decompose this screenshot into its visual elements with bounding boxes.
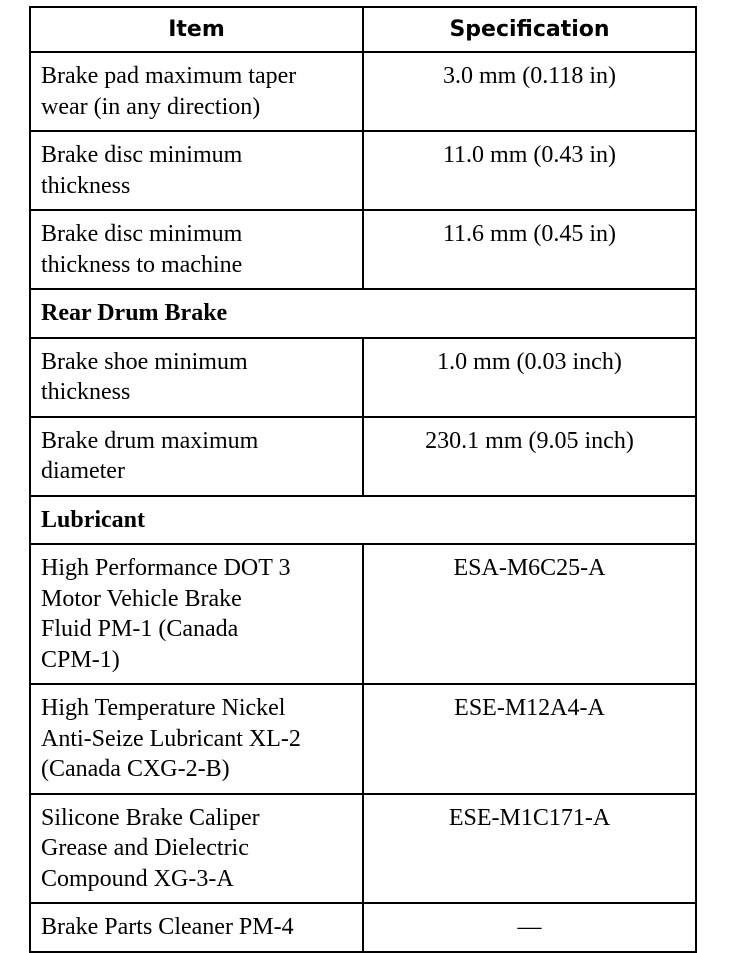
specification-cell: 3.0 mm (0.118 in) — [363, 52, 696, 131]
section-row-lubricant — [30, 496, 696, 545]
table-row — [30, 903, 696, 952]
item-cell — [30, 210, 363, 289]
section-heading: Rear Drum Brake — [30, 289, 696, 338]
table-row — [30, 52, 696, 131]
header-row — [30, 7, 696, 52]
specification-cell: 230.1 mm (9.05 inch) — [363, 417, 696, 496]
section-heading: Lubricant — [30, 496, 696, 545]
item-text: Brake disc minimum thickness to machine — [41, 221, 243, 278]
item-text: Brake pad maximum taper wear (in any direction) — [41, 63, 297, 120]
section-row-rear-drum-brake — [30, 289, 696, 338]
specification-cell: ESE-M1C171-A — [363, 794, 696, 904]
item-cell — [30, 544, 363, 684]
table-row — [30, 794, 696, 904]
item-cell — [30, 131, 363, 210]
item-text: High Temperature Nickel Anti-Seize Lubricant XL-2 (Canada CXG-2-B) — [41, 695, 301, 782]
item-text: Brake shoe minimum thickness — [41, 348, 248, 405]
item-text: Brake Parts Cleaner PM-4 — [41, 914, 294, 940]
table-row — [30, 338, 696, 417]
table-row — [30, 417, 696, 496]
specification-cell: — — [363, 903, 696, 952]
table-row — [30, 131, 696, 210]
column-header-item: Item — [30, 7, 363, 52]
specification-cell: 11.0 mm (0.43 in) — [363, 131, 696, 210]
specification-cell: 1.0 mm (0.03 inch) — [363, 338, 696, 417]
item-cell — [30, 417, 363, 496]
specification-table — [29, 6, 697, 953]
table-row — [30, 544, 696, 684]
item-text: Silicone Brake Caliper Grease and Dielectric Compound XG-3-A — [41, 804, 260, 892]
item-text: Brake disc minimum thickness — [41, 142, 243, 199]
item-cell — [30, 794, 363, 904]
item-cell — [30, 338, 363, 417]
specification-cell: ESA-M6C25-A — [363, 544, 696, 684]
item-cell — [30, 52, 363, 131]
item-cell — [30, 684, 363, 794]
column-header-specification: Specification — [363, 7, 696, 52]
specification-cell: 11.6 mm (0.45 in) — [363, 210, 696, 289]
item-cell — [30, 903, 363, 952]
table-row — [30, 684, 696, 794]
table-row — [30, 210, 696, 289]
item-text: High Performance DOT 3 Motor Vehicle Brake Fluid PM-1 (Canada CPM-1) — [41, 555, 291, 673]
specification-cell: ESE-M12A4-A — [363, 684, 696, 794]
item-text: Brake drum maximum diameter — [41, 427, 259, 484]
